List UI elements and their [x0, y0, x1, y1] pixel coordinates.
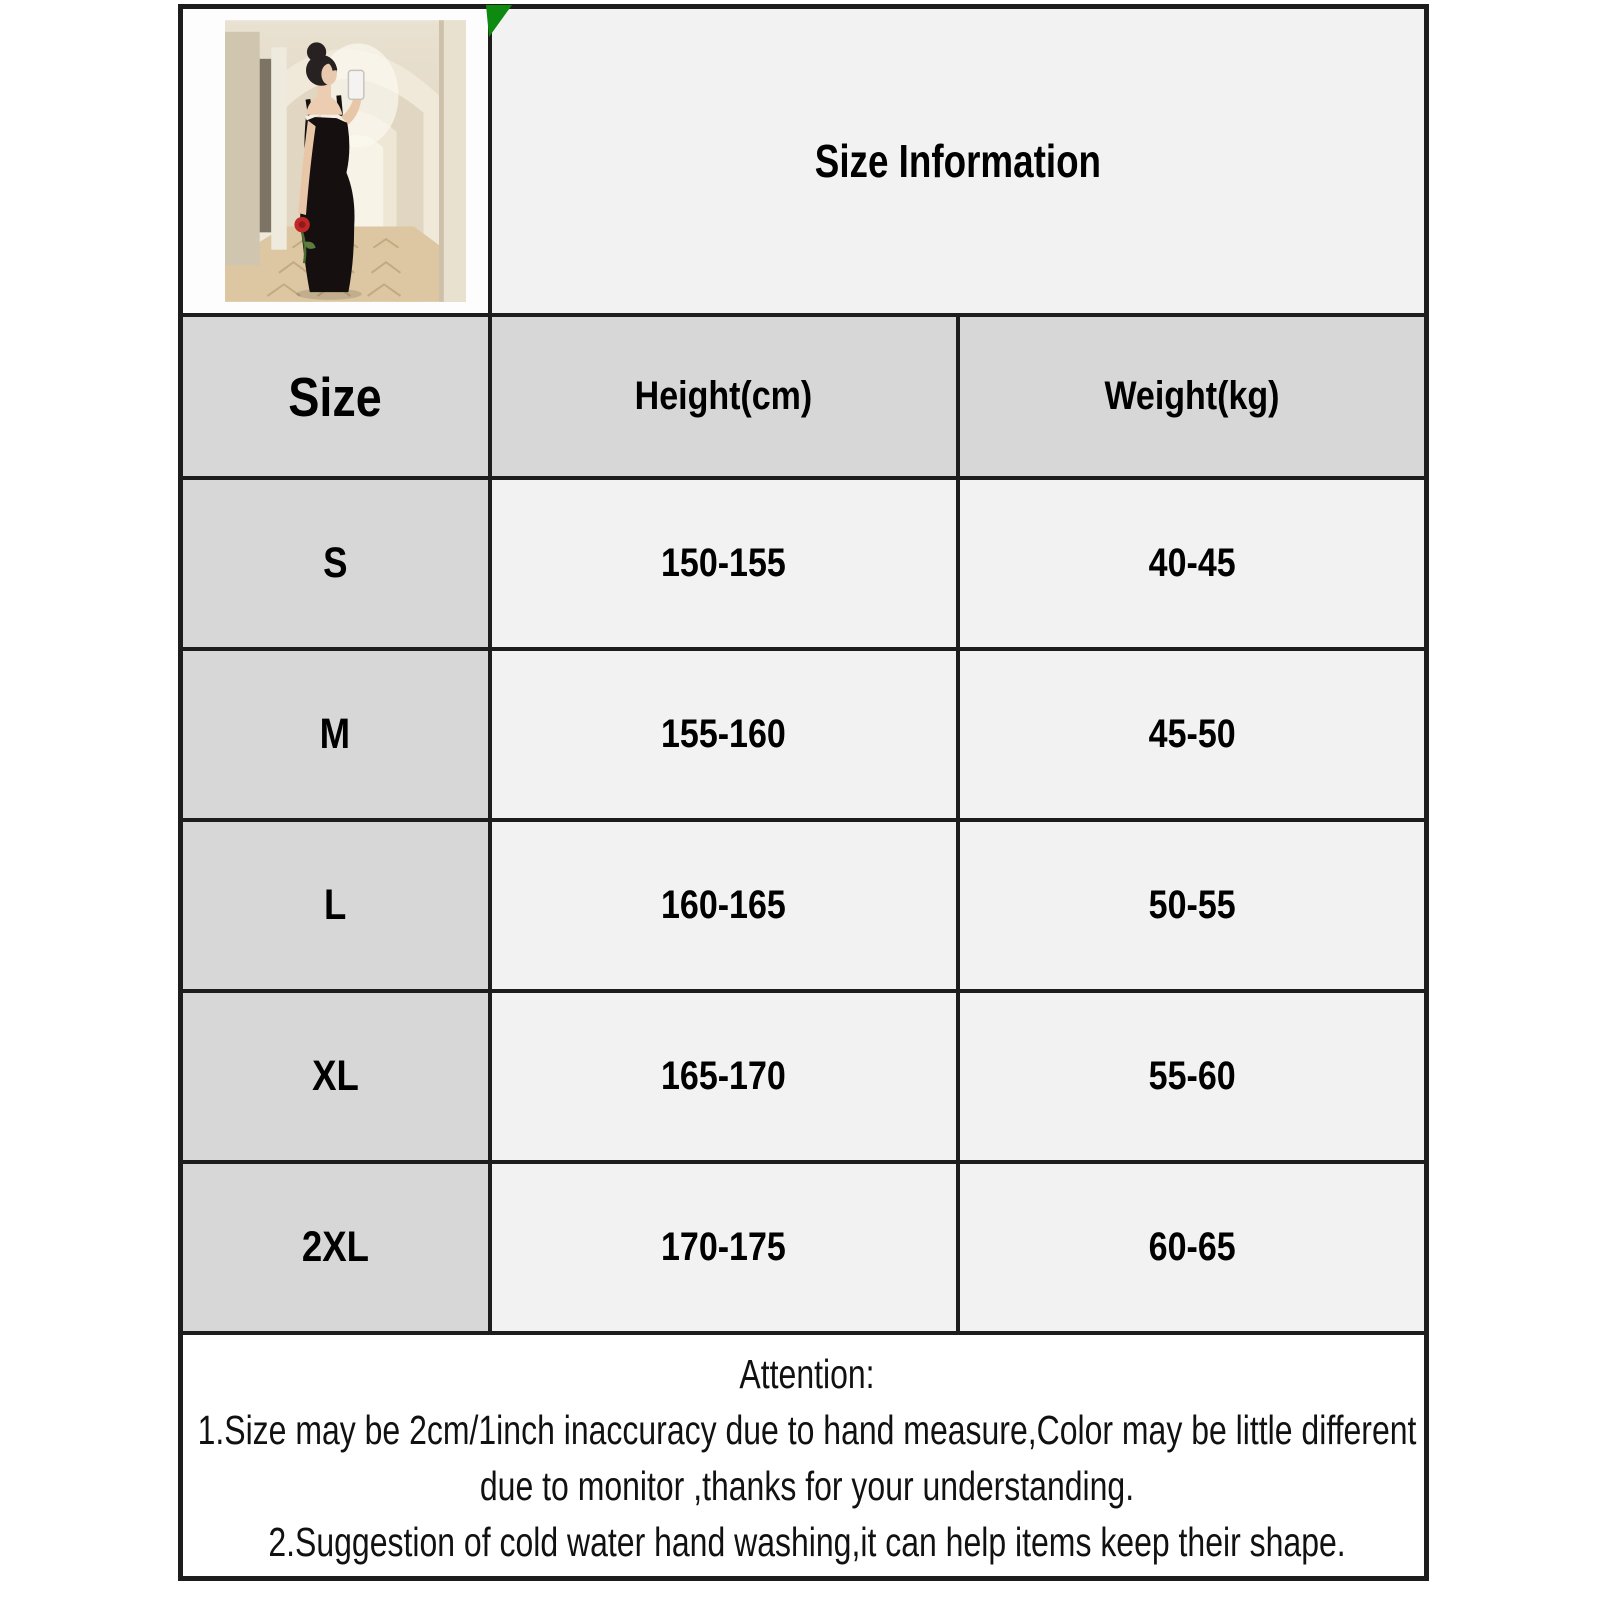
attention-section [181, 1333, 1427, 1578]
size-label: XL [181, 991, 490, 1162]
table-row-l [181, 820, 1427, 991]
table-row-xl [181, 991, 1427, 1162]
table-row-2xl [181, 1162, 1427, 1333]
attention-text-block [183, 1340, 1423, 1570]
size-table [178, 4, 1429, 1581]
height-value: 155-160 [490, 649, 958, 820]
column-header-size: Size [181, 315, 490, 478]
right-wall-edge [439, 20, 444, 301]
table-header-row [181, 315, 1427, 478]
weight-value: 45-50 [958, 649, 1427, 820]
page-title: Size Information [814, 135, 1101, 187]
right-wall [443, 20, 466, 301]
column-header-height: Height(cm) [490, 315, 958, 478]
weight-value: 60-65 [958, 1162, 1427, 1333]
product-photo [225, 17, 466, 305]
size-label: S [181, 478, 490, 649]
attention-note: 2.Suggestion of cold water hand washing,it can help items keep their shape. [268, 1519, 1346, 1566]
height-value: 170-175 [490, 1162, 958, 1333]
door-frame [271, 47, 286, 249]
height-value: 150-155 [490, 478, 958, 649]
height-value: 165-170 [490, 991, 958, 1162]
column-header-weight: Weight(kg) [958, 315, 1427, 478]
size-label: M [181, 649, 490, 820]
attention-heading: Attention: [739, 1351, 875, 1398]
door-gap [260, 59, 272, 233]
height-value: 160-165 [490, 820, 958, 991]
title-cell [490, 7, 1427, 316]
weight-value: 40-45 [958, 478, 1427, 649]
left-wall [225, 32, 260, 265]
size-label: L [181, 820, 490, 991]
top-row [181, 7, 1427, 316]
attention-row [181, 1333, 1427, 1578]
weight-value: 55-60 [958, 991, 1427, 1162]
rose-center [299, 221, 306, 228]
product-photo-cell [181, 7, 490, 316]
phone [348, 70, 363, 99]
green-corner-flag-icon [486, 5, 512, 37]
weight-value: 50-55 [958, 820, 1427, 991]
table-row-m [181, 649, 1427, 820]
table-row-s [181, 478, 1427, 649]
size-label: 2XL [181, 1162, 490, 1333]
attention-note: 1.Size may be 2cm/1inch inaccuracy due to hand measure,Color may be little different due to monitor ,thanks for your understanding. [197, 1407, 1417, 1510]
